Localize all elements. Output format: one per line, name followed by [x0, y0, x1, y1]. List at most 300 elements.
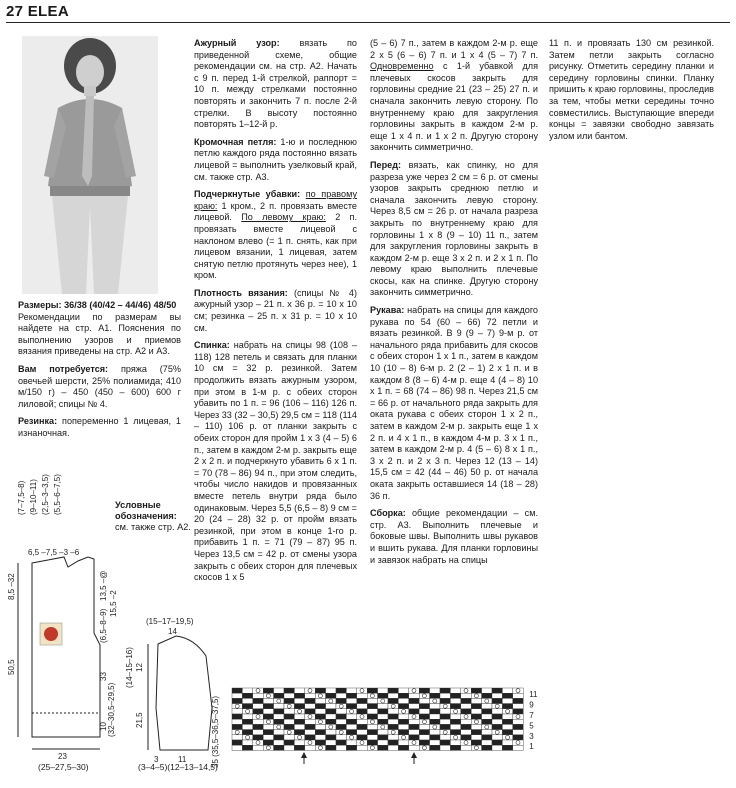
chart-cell [398, 719, 408, 724]
chart-cell [419, 730, 429, 735]
chart-cell [378, 693, 388, 698]
chart-cell [346, 724, 356, 729]
chart-cell [315, 698, 325, 703]
chart-cell [326, 714, 336, 719]
chart-cell [253, 693, 263, 698]
chart-cell [471, 688, 481, 693]
chart-cell [274, 735, 284, 740]
dim-sleeve-top2: 14 [168, 627, 177, 636]
chart-cell [253, 719, 263, 724]
model-photo [22, 36, 158, 294]
chart-cell [482, 704, 492, 709]
chart-cell [398, 698, 408, 703]
chart-cell [232, 719, 242, 724]
chart-cell [263, 740, 273, 745]
chart-cell [419, 688, 429, 693]
chart-cell [471, 735, 481, 740]
chart-cell [274, 704, 284, 709]
chart-cell [346, 693, 356, 698]
sizes-label: Размеры: [18, 300, 62, 310]
chart-cell [242, 740, 252, 745]
chart-cell [471, 704, 481, 709]
repeat-arrow-right-head [411, 752, 417, 758]
back-continued-2: с 1-й убавкой для плечевых скосов закрыть для горловины средние 21 (23 – 25) 27 п. и сначала закончить левую сторону. По внутреннему краю для закругления горловины закрыть в каждом 2-м р. еще 1 х 4 п. и 1 х 2 п. Другую сторону закончить симметрично. [370, 61, 538, 153]
chart-cell [263, 724, 273, 729]
chart-cell [450, 719, 460, 724]
chart-cell [461, 709, 471, 714]
sleeve-outline [156, 636, 212, 750]
dim-sleeve-total: 35 (35,5–36,5–37,5) [211, 695, 220, 768]
chart-cell [471, 714, 481, 719]
chart-cell [242, 688, 252, 693]
chart-cell [346, 719, 356, 724]
chart-cell [419, 740, 429, 745]
chart-cell [492, 688, 502, 693]
chart-cell [326, 730, 336, 735]
rib-label: Резинка: [18, 416, 58, 427]
chart-cell [461, 704, 471, 709]
chart-cell [367, 688, 377, 693]
chart-cell [440, 709, 450, 714]
chart-cell [284, 745, 294, 750]
chart-cell [274, 693, 284, 698]
chart-cell [346, 688, 356, 693]
chart-cell [253, 735, 263, 740]
dim-sleeve-bottom1: 3 [154, 755, 159, 764]
chart-cell [263, 709, 273, 714]
chart-cell [326, 740, 336, 745]
chart-cell [346, 698, 356, 703]
chart-cell [305, 704, 315, 709]
chart-cell [357, 719, 367, 724]
chart-cell [253, 730, 263, 735]
chart-cell [305, 730, 315, 735]
edge-label: Кромочная петля: [194, 136, 277, 147]
chart-cell [242, 719, 252, 724]
chart-cell [430, 730, 440, 735]
dec-left-text: 2 п. провязать вместе лицевой с наклоном влево (= 1 п. снять, как при лицевом вязании, 1 лицевая, затем снятую петлю протянуть через нее), 1 кром. [194, 212, 358, 281]
chart-cell [513, 693, 523, 698]
chart-cell [367, 709, 377, 714]
chart-cell [471, 724, 481, 729]
column-intro [18, 300, 181, 446]
chart-cell [336, 735, 346, 740]
chart-cell [274, 714, 284, 719]
chart-cell [461, 698, 471, 703]
chart-cell [430, 714, 440, 719]
chart-cell [492, 735, 502, 740]
chart-cell [492, 745, 502, 750]
page-title: 27 ELEA [6, 3, 69, 20]
chart-cell [326, 688, 336, 693]
chart-cell [419, 709, 429, 714]
chart-cell [232, 745, 242, 750]
chart-cell [450, 704, 460, 709]
chart-cell [430, 688, 440, 693]
dim-armhole: (32–30,5–29,5) [107, 682, 116, 737]
chart-cell [513, 745, 523, 750]
chart-cell [513, 724, 523, 729]
dim-width-alt: (25–27,5–30) [38, 762, 89, 772]
chart-cell [242, 724, 252, 729]
chart-cell [430, 735, 440, 740]
legend-text: см. также стр. А2. [115, 522, 191, 532]
chart-cell [294, 745, 304, 750]
chart-cell [461, 745, 471, 750]
chart-cell [502, 698, 512, 703]
chart-cell [461, 735, 471, 740]
chart-cell [502, 745, 512, 750]
chart-cell [357, 735, 367, 740]
chart-cell [326, 745, 336, 750]
chart-cell [378, 688, 388, 693]
chart-cell [242, 704, 252, 709]
chart-cell [336, 698, 346, 703]
chart-cell [430, 704, 440, 709]
chart-row-label: 1 [529, 742, 534, 752]
chart-cell [242, 730, 252, 735]
chart-cell [274, 730, 284, 735]
back-outline [32, 557, 100, 737]
chart-cell [315, 688, 325, 693]
chart-cell [502, 714, 512, 719]
page-header [6, 2, 730, 23]
chart-cell [409, 735, 419, 740]
chart-cell [294, 724, 304, 729]
dim-sleeve-cap2: 12 [135, 663, 144, 672]
chart-cell [409, 730, 419, 735]
chart-cell [502, 740, 512, 745]
chart-cell [326, 693, 336, 698]
chart-cell [336, 719, 346, 724]
dim-right-top3: (6,5–8–9) [99, 608, 108, 643]
chart-cell [336, 714, 346, 719]
chart-cell [294, 740, 304, 745]
chart-cell [367, 698, 377, 703]
chart-cell [398, 688, 408, 693]
chart-cell [357, 709, 367, 714]
chart-cell [242, 693, 252, 698]
chart-cell [305, 735, 315, 740]
chart-cell [378, 730, 388, 735]
dec-right-text: 1 кром., 2 п. провязать вместе лицевой. [194, 200, 357, 223]
chart-cell [378, 714, 388, 719]
chart-cell [409, 719, 419, 724]
chart-cell [274, 719, 284, 724]
chart-cell [357, 698, 367, 703]
chart-cell [346, 730, 356, 735]
front-text: вязать, как спинку, но для разреза уже через 2 см = 6 р. от смены узоров закрыть среднюю петлю и сначала закончить левую сторону. Через 8,5 см = 26 р. от начала разреза закрыть по внутреннему краю для горловины 1 х 8 (9 – 10) 11 п., затем для закругления горловины закрыть в каждом 2-м р. еще 3 х 2 п. и 2 х 1 п. По левому краю выполнить плечевые скосы, как на спинке. Другую сторону закончить симметрично. [370, 159, 538, 298]
chart-cell [263, 730, 273, 735]
chart-cell [388, 724, 398, 729]
chart-cell [336, 693, 346, 698]
chart-cell [284, 693, 294, 698]
dim-top-row: 6,5 –7,5 –3 –6 [28, 548, 80, 557]
chart-cell [367, 724, 377, 729]
column-front-sleeves [370, 38, 538, 572]
chart-cell [513, 730, 523, 735]
chart-cell [398, 704, 408, 709]
chart-cell [326, 704, 336, 709]
chart-cell [242, 698, 252, 703]
chart-cell [502, 730, 512, 735]
chart-cell [482, 740, 492, 745]
chart-cell [367, 714, 377, 719]
chart-arrows [301, 752, 417, 764]
chart-cell [492, 693, 502, 698]
dim-right-top2: 15,5 –2 [109, 590, 118, 617]
chart-cell [294, 719, 304, 724]
chart-cell [253, 698, 263, 703]
chart-row-labels [529, 690, 538, 751]
dim-sleeve-len: 21,5 [135, 712, 144, 728]
chart-cell [440, 735, 450, 740]
dec-left-label: По левому краю: [241, 212, 326, 223]
chart-cell [502, 688, 512, 693]
chart-cell [430, 740, 440, 745]
chart-cell [357, 745, 367, 750]
chart-cell [388, 693, 398, 698]
chart-cell [326, 709, 336, 714]
chart-cell [274, 688, 284, 693]
chart-cell [336, 740, 346, 745]
chart-cell [388, 719, 398, 724]
chart-cell [284, 688, 294, 693]
gauge-text: (спицы № 4) ажурный узор – 21 п. х 36 р. = 10 х 10 см; резинка – 25 п. х 31 р. = 10 х 10 см. [194, 287, 357, 333]
chart-cell [263, 704, 273, 709]
chart-cell [242, 714, 252, 719]
chart-cell [409, 724, 419, 729]
chart-cell [242, 745, 252, 750]
chart-cell [482, 730, 492, 735]
chart-cell [232, 709, 242, 714]
dim-side: 33 [99, 672, 108, 681]
photo-illustration [22, 36, 158, 294]
back-label: Спинка: [194, 340, 230, 351]
chart-cell [482, 688, 492, 693]
chart-cell [232, 693, 242, 698]
chart-cell [326, 719, 336, 724]
chart-cell [419, 735, 429, 740]
chart-cell [357, 693, 367, 698]
chart-cell [388, 714, 398, 719]
chart-cell [336, 745, 346, 750]
chart-cell [492, 698, 502, 703]
chart-cell [253, 709, 263, 714]
chart-cell [440, 714, 450, 719]
chart-cell [367, 730, 377, 735]
sleeve-text: набрать на спицы для каждого рукава по 54 (60 – 66) 72 петли и вязать резинкой. В 9 (9 – 7) 9-м р. от начального ряда прибавить для скосов с обеих сторон 1 х 1 п., затем в каждом 10 (10 – 8) 6-м р. 2 (2 – 1) 2 х 1 п. и в каждом 8 (8 – 6) 4-м р. еще 4 (4 – 8) 10 х 1 п. = 68 (74 – 86) 98 п. Через 21,5 см = 66 р. от начального ряда закрыть для оката рукава с обеих сторон 1 х 2 п., затем в каждом 2-м р. закрыть еще 1 х 2 п. и 4 х 1 п., в каждом 4-м р. 3 х 1 п., затем в каждом 2-м р. 4 (5 – 6) 8 х 1 п., 3 х 2 п. и 2 х 3 п. Через 12 (13 – 14) 15,5 см = 42 (44 – 46) 50 р. от начала оката закрыть оставшиеся 14 (18 – 28) 36 п. [370, 305, 538, 501]
knitting-chart [230, 686, 538, 766]
chart-cell [284, 698, 294, 703]
front-label: Перед: [370, 159, 402, 170]
assembly-text: общие рекомендации – см. стр. А3. Выполнить плечевые и боковые швы. Выполнить швы рукавов и вшить рукава. Для планки горловины и завязок набрать на спицы [370, 508, 538, 565]
chart-cell [471, 698, 481, 703]
chart-cell [315, 709, 325, 714]
chart-cell [450, 745, 460, 750]
chart-cell [388, 735, 398, 740]
lace-label: Ажурный узор: [194, 38, 280, 48]
back-continued-1: (5 – 6) 7 п., затем в каждом 2-м р. еще 2 х 5 (6 – 6) 7 п. и 1 х 4 (5 – 7) 7 п. [370, 38, 538, 60]
chart-cell [294, 714, 304, 719]
chart-cell [346, 740, 356, 745]
chart-cell [253, 745, 263, 750]
chart-cell [294, 688, 304, 693]
dim-sleeve-cap1: (14–15–16) [125, 647, 134, 688]
chart-cell [294, 698, 304, 703]
column-finishing [549, 38, 714, 148]
chart-cell [232, 714, 242, 719]
chart-cell [482, 714, 492, 719]
dim-top4: (5,5–6–7,5) [53, 474, 62, 515]
chart-cell [367, 704, 377, 709]
sleeve-label: Рукава: [370, 305, 405, 316]
chart-cell [378, 709, 388, 714]
chart-cell [232, 735, 242, 740]
repeat-arrow-left-head [301, 752, 307, 758]
dim-right-top1: 13,5 –@ [99, 570, 108, 601]
chart-cell [336, 688, 346, 693]
chart-cell [274, 745, 284, 750]
dec-label: Подчеркнутые убавки: [194, 189, 301, 200]
chart-cell [315, 704, 325, 709]
materials-label: Вам потребуется: [18, 363, 109, 374]
chart-cell [430, 709, 440, 714]
chart-cell [398, 730, 408, 735]
chart-cell [336, 709, 346, 714]
legend-label: Условные обозначения: [115, 500, 177, 521]
chart-row-label: 5 [529, 721, 534, 731]
chart-cell [409, 704, 419, 709]
dec-right-label: по правому краю: [194, 189, 357, 211]
chart-row-label: 9 [529, 700, 534, 710]
chart-cell [409, 693, 419, 698]
chart-cell [440, 719, 450, 724]
chart-cell [315, 730, 325, 735]
chart-cell [450, 688, 460, 693]
yarn-ball-icon [44, 627, 58, 641]
chart-cell [482, 719, 492, 724]
chart-cell [294, 730, 304, 735]
chart-cell [378, 745, 388, 750]
chart-cell [378, 740, 388, 745]
chart-cell [430, 693, 440, 698]
chart-cell [388, 709, 398, 714]
chart-row-label: 3 [529, 731, 534, 741]
chart-cell [513, 698, 523, 703]
chart-cell [450, 698, 460, 703]
rib-text: попеременно 1 лицевая, 1 изнаночная. [18, 416, 181, 438]
chart-cell [419, 724, 429, 729]
chart-cell [315, 740, 325, 745]
dim-sleeve-bottom2: 11 [178, 755, 187, 764]
chart-cell [326, 735, 336, 740]
chart-cell [367, 740, 377, 745]
chart-cell [305, 693, 315, 698]
chart-cell [294, 693, 304, 698]
chart-grid [232, 688, 523, 750]
chart-cell [263, 735, 273, 740]
chart-cell [263, 688, 273, 693]
chart-cell [284, 724, 294, 729]
chart-cell [440, 724, 450, 729]
sizes-note: Рекомендации по размерам вы найдете на стр. А1. Пояснения по выполнению узоров и приемов вязания приведены на стр. А2 и А3. [18, 311, 181, 357]
dim-total-length: 50,5 [7, 659, 16, 675]
chart-cell [492, 714, 502, 719]
chart-cell [378, 735, 388, 740]
chart-cell [398, 714, 408, 719]
back-schematic [2, 474, 122, 765]
chart-cell [346, 714, 356, 719]
sleeve-schematic [120, 610, 220, 770]
chart-cell [513, 704, 523, 709]
gauge-label: Плотность вязания: [194, 287, 288, 298]
chart-cell [471, 709, 481, 714]
chart-cell [482, 693, 492, 698]
dim-top1: (7–7,5–8) [17, 480, 26, 515]
chart-cell [450, 730, 460, 735]
chart-cell [461, 730, 471, 735]
chart-cell [440, 740, 450, 745]
legend-block [115, 500, 195, 533]
chart-cell [502, 719, 512, 724]
chart-cell [450, 740, 460, 745]
chart-cell [305, 698, 315, 703]
chart-cell [253, 704, 263, 709]
chart-cell [315, 735, 325, 740]
chart-cell [336, 724, 346, 729]
chart-cell [398, 740, 408, 745]
chart-cell [378, 719, 388, 724]
chart-row-label: 7 [529, 711, 534, 720]
chart-cell [492, 740, 502, 745]
materials-text: пряжа (75% овечьей шерсти, 25% полиамида; 410 м/150 г) – 450 (450 – 600) 600 г лиловой; спицы № 4. [18, 363, 182, 409]
chart-cell [502, 704, 512, 709]
chart-cell [430, 745, 440, 750]
chart-cell [492, 724, 502, 729]
dim-top3: (2,5–3–3,5) [41, 474, 50, 515]
chart-cell [482, 735, 492, 740]
chart-cell [284, 719, 294, 724]
dim-top2: (9–10–11) [29, 479, 38, 515]
chart-cell [430, 719, 440, 724]
chart-cell [482, 745, 492, 750]
chart-cell [305, 709, 315, 714]
chart-cell [284, 735, 294, 740]
chart-cell [502, 693, 512, 698]
chart-cell [232, 698, 242, 703]
dim-left-top: 8,5 –32 [7, 573, 16, 600]
chart-cell [513, 735, 523, 740]
chart-cell [440, 688, 450, 693]
chart-cell [346, 745, 356, 750]
chart-cell [284, 709, 294, 714]
chart-cell [419, 714, 429, 719]
chart-cell [305, 745, 315, 750]
chart-cell [367, 735, 377, 740]
chart-cell [502, 724, 512, 729]
chart-cell [450, 724, 460, 729]
chart-cell [284, 740, 294, 745]
chart-cell [388, 688, 398, 693]
chart-cell [378, 704, 388, 709]
assembly-label: Сборка: [370, 508, 406, 519]
chart-cell [461, 724, 471, 729]
chart-cell [461, 693, 471, 698]
chart-row-label: 11 [529, 690, 538, 700]
chart-cell [492, 719, 502, 724]
chart-cell [294, 704, 304, 709]
